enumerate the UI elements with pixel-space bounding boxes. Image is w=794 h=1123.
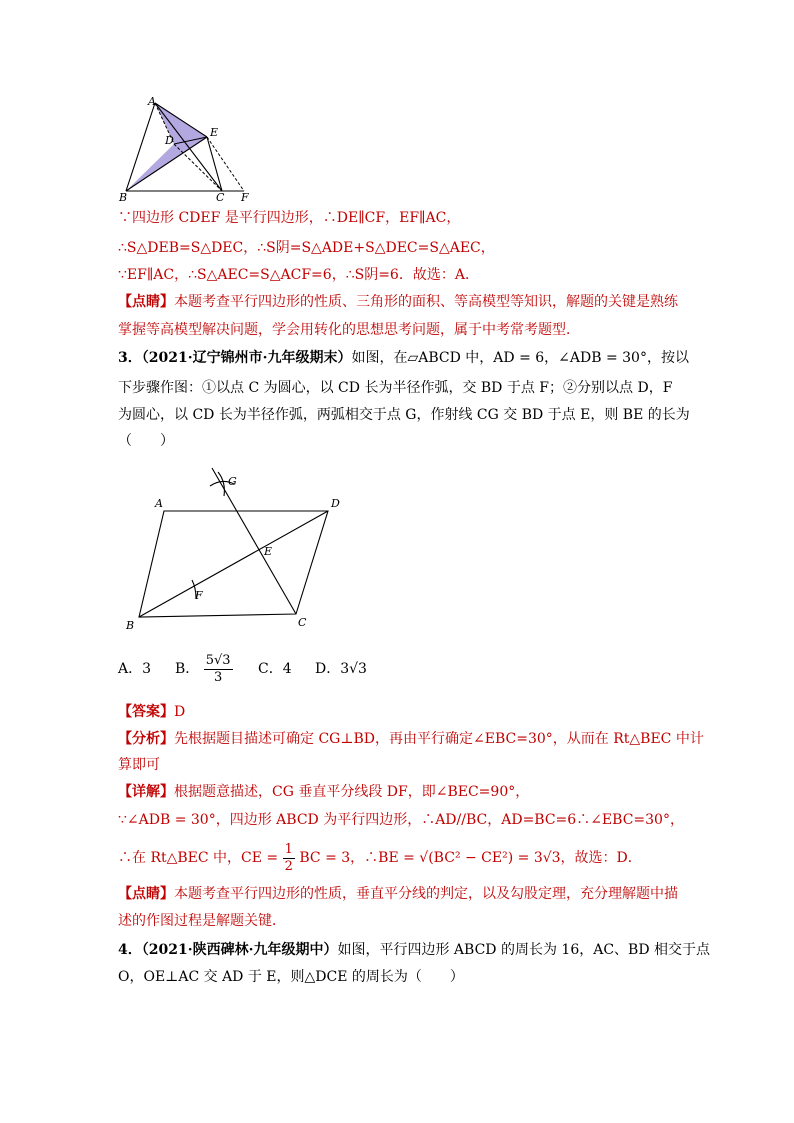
detail-line2: ∵∠ADB = 30°，四边形 ABCD 为平行四边形，∴AD//BC，AD=BC=6∴∠EBC=30°， xyxy=(118,812,684,828)
q3-number: 3． xyxy=(118,350,142,366)
q3-source: （2021·辽宁锦州市·九年级期末） xyxy=(141,350,352,366)
sol1-line2: ∴S△DEB=S△DEC，∴S阴=S△ADE+S△DEC=S△AEC， xyxy=(118,240,495,256)
q3-line1 xyxy=(118,348,689,368)
answer-value: D xyxy=(174,704,186,720)
tip-text: 本题考查平行四边形的性质、三角形的面积、等高模型等知识，解题的关键是熟练 xyxy=(174,294,678,310)
fig1-label-d: D xyxy=(165,134,174,147)
detail-fraction xyxy=(283,842,295,875)
q4-line2: O，OE⊥AC 交 AD 于 E，则△DCE 的周长为（ ） xyxy=(118,969,464,985)
choice-d: D．3√3 xyxy=(315,661,367,677)
q4-line1 xyxy=(118,940,711,960)
q3-line3: 为圆心，以 CD 长为半径作弧，两弧相交于点 G，作射线 CG 交 BD 于点 E，则 BE 的长为 xyxy=(118,407,690,423)
tip-tag: 【点睛】 xyxy=(118,294,174,310)
q4-source: （2021·陕西碑林·九年级期中） xyxy=(141,942,338,958)
fig2-label-c: C xyxy=(298,616,307,629)
fig2-label-g: G xyxy=(228,475,237,488)
choice-b-denominator: 3 xyxy=(214,669,223,685)
choice-b-prefix: B． xyxy=(175,661,200,677)
sol1-tip-line1 xyxy=(118,292,678,312)
choice-a: A．3 xyxy=(118,661,152,677)
detail-line3 xyxy=(118,840,678,876)
answer-line xyxy=(118,702,678,722)
fig2-label-e: E xyxy=(264,545,273,558)
detail-fraction-num: 1 xyxy=(284,841,293,857)
sol1-tip-line2: 掌握等高模型解决问题，学会用转化的思想思考问题，属于中考常考题型． xyxy=(118,322,580,338)
fig1-label-b: B xyxy=(119,191,128,204)
tip2-tag: 【点睛】 xyxy=(118,886,174,902)
figure-2-parallelogram xyxy=(118,462,358,637)
detail-line1 xyxy=(118,782,678,802)
detail-text1: 根据题意描述，CG 垂直平分线段 DF，即∠BEC=90°， xyxy=(174,784,530,800)
fig1-label-a: A xyxy=(148,95,156,108)
choice-b-numerator: 5√3 xyxy=(205,652,231,668)
q3-line4: （ ） xyxy=(118,433,174,449)
fig2-label-a: A xyxy=(155,497,163,510)
sol1-line3: ∵EF∥AC，∴S△AEC=S△ACF=6，∴S阴=6．故选：A． xyxy=(118,267,479,283)
sol1-line1: ∵四边形 CDEF 是平行四边形，∴DE∥CF，EF∥AC， xyxy=(118,210,461,226)
detail-fraction-den: 2 xyxy=(284,858,293,874)
analysis-line1 xyxy=(118,729,704,749)
fig2-label-b: B xyxy=(126,619,135,632)
choice-b-fraction xyxy=(204,653,233,686)
detail-tag: 【详解】 xyxy=(118,784,174,800)
analysis-tag: 【分析】 xyxy=(118,731,174,747)
fig1-label-e: E xyxy=(210,126,219,139)
fig2-label-f: F xyxy=(195,589,203,602)
tip2-text1: 本题考查平行四边形的性质，垂直平分线的判定，以及勾股定理，充分理解题中描 xyxy=(174,886,678,902)
detail-text3b: BC = 3，∴BE = √(BC² − CE²) = 3√3，故选：D． xyxy=(299,850,642,866)
choice-b xyxy=(175,650,233,688)
q3-line2: 下步骤作图：①以点 C 为圆心，以 CD 长为半径作弧，交 BD 于点 F；②分别以点 D，F xyxy=(118,380,673,396)
fig2-label-d: D xyxy=(331,497,340,510)
tip2-line1 xyxy=(118,884,678,904)
fig1-label-f: F xyxy=(241,191,249,204)
analysis-text1: 先根据题目描述可确定 CG⊥BD，再由平行确定∠EBC=30°，从而在 Rt△BEC 中计 xyxy=(174,731,704,747)
answer-tag: 【答案】 xyxy=(118,704,174,720)
q4-number: 4． xyxy=(118,942,142,958)
analysis-line2: 算即可 xyxy=(118,757,160,773)
tip2-line2: 述的作图过程是解题关键． xyxy=(118,913,286,929)
fig1-label-c: C xyxy=(216,191,225,204)
detail-text3a: ∴在 Rt△BEC 中，CE = xyxy=(118,850,279,866)
q3-text1: 如图，在▱ABCD 中，AD = 6，∠ADB = 30°，按以 xyxy=(351,350,689,366)
choice-c: C．4 xyxy=(258,661,292,677)
q4-text1: 如图，平行四边形 ABCD 的周长为 16，AC、BD 相交于点 xyxy=(337,942,711,958)
figure-1-triangle xyxy=(112,95,272,205)
